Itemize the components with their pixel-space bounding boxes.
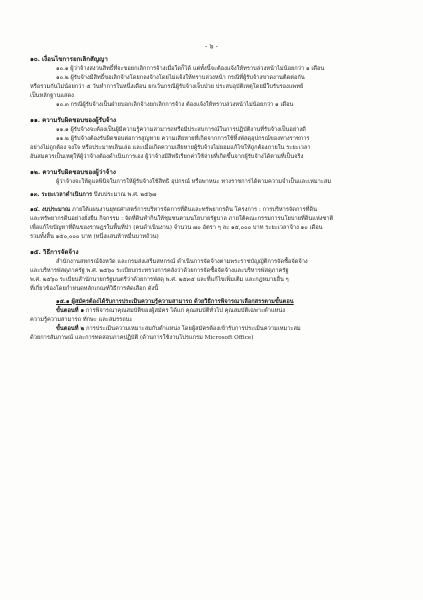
step-1-line2: ความรู้ความสามารถ ทักษะ และสมรรถนะ: [30, 317, 133, 323]
page-number: - ๖ -: [205, 42, 218, 50]
section-12-title: ๑๒. ความรับผิดชอบของผู้ว่าจ้าง: [30, 169, 116, 176]
step-1-label: ขั้นตอนที่ ๑: [56, 308, 85, 314]
section-15-line3: พ.ศ. ๒๕๖๐ ระเบียบสำนักนายกรัฐมนตรีว่าด้วยการพัสดุ พ.ศ. ๒๕๓๕ และที่แก้ไขเพิ่มเติม และกฎหมายอื่น ๆ: [30, 277, 289, 283]
step-1-text: การพิจารณาคุณสมบัติของผู้สมัคร ได้แก่ คุณสมบัติทั่วไป คุณสมบัติเฉพาะตำแหน่ง: [84, 308, 286, 314]
section-10-2-line2: หรือรวมกันไม่น้อยกว่า ๕ วันทำการในหนึ่งเดือน ยกเว้นกรณีผู้รับจ้างเจ็บป่วย ประสบอุบัติเหตุโดยมีใบรับรองแพทย์: [30, 84, 304, 90]
section-15-line4: ที่เกี่ยวข้องโดยกำหนดหลักเกณฑ์วิธีการคัดเลือก ดังนี้: [30, 286, 159, 292]
step-2-line1: [30, 325, 401, 334]
section-14-line4: รวมทั้งสิ้น ๑๕๐,๐๐๐ บาท (หนึ่งแสนห้าหมื่นบาทถ้วน): [30, 234, 159, 240]
section-14-line2: และทรัพยากรดินอย่างยั่งยืน กิจกรรม : จัดที่ดินทำกินให้ชุมชนตามนโยบายรัฐบาล ภายใต้คณะกรรมการนโยบายที่ดินแห่งชาติ: [30, 216, 334, 222]
step-2-line2: ด้วยการสัมภาษณ์ และการทดสอบภาคปฏิบัติ (ด้านการใช้งานโปรแกรม Microsoft Office): [30, 335, 254, 341]
section-11-2-line1: ๑๑.๒ ผู้รับจ้างต้องรับผิดชอบต่อการสูญหาย ความเสียหายที่เกิดจากการใช้ทิ้งพัสดุอุปกรณ์ของทางราชการ: [56, 136, 310, 142]
section-10-1: ๑๐.๑ ผู้ว่าจ้างสงวนสิทธิ์ที่จะขอยกเลิกการจ้างเมื่อใดก็ได้ แต่ทั้งนี้จะต้องแจ้งให้ทราบล่วงหน้าไม่น้อยกว่า ๑ เดือน: [56, 66, 325, 72]
section-15-line1: สำนักงานสหกรณ์จังหวัด และกรมส่งเสริมสหกรณ์ ดำเนินการจัดจ้างตามพระราชบัญญัติการจัดซื้อจัดจ้าง: [56, 259, 308, 265]
section-11-2-line2: อย่างไม่ถูกต้อง จงใจ หรือประมาทเลินเล่อ และเมื่อเกิดความเสียหายผู้รับจ้างไม่ยอมแก้ไขให้ถูกต้องภายใน ระยะเวลา: [30, 145, 311, 151]
section-11-title: ๑๑. ความรับผิดชอบของผู้รับจ้าง: [30, 117, 117, 124]
section-10-2-line3: เป็นหลักฐานแสดง: [30, 93, 74, 99]
section-14-line3: เพื่อแก้ไขปัญหาที่ดินของราษฎรในพื้นที่ป่า (คนดำเนินงาน) จำนวน ๗๐ อัตรา ๆ ละ ๑๕,๐๐๐ บาท ระยะเวลาจ้าง ๑๐ เดือน: [30, 225, 323, 231]
section-10-title: ๑๐. เงื่อนไขการยกเลิกสัญญา: [30, 56, 108, 63]
section-15-1-title: ๑๕.๑ ผู้สมัครต้องได้รับการประเมินความรู้ความสามารถ ด้วยวิธีการพิจารณาเลือกสรรตามขั้นตอน: [56, 299, 294, 305]
step-2-text: การประเมินความเหมาะสมกับตำแหน่ง โดยผู้สมัครต้องเข้ารับการประเมินความเหมาะสม: [84, 326, 301, 332]
document-body: [30, 55, 401, 343]
section-14-title: ๑๔. งบประมาณ: [30, 207, 71, 213]
section-12-body: ผู้ว่าจ้างจะให้ดูแลพินิจในการให้ผู้รับจ้างใช้สิทธิ อุปกรณ์ หรือพาหนะ ทางราชการได้ตามความจำเป็นและเหมาะสม: [56, 179, 332, 185]
section-13-body: ปีงบประมาณ พ.ศ. ๒๕๖๗: [92, 192, 157, 198]
section-10-2-line1: ๑๐.๒ ผู้รับจ้างมีสิทธิ์ขอเลิกจ้างโดยกลงจ้างโดยไม่แจ้งให้ทราบล่วงหน้า กรณีที่ผู้รับจ้างขาดงานติดต่อกัน: [56, 75, 305, 81]
step-1-line1: [30, 307, 401, 316]
section-15-title: ๑๕. วิธีการจัดจ้าง: [30, 249, 79, 256]
section-14-text1: ภายใต้แผนงานยุทธศาสตร์การบริหารจัดการที่ดินและทรัพยากรดิน โครงการ : การบริหารจัดการที่ดิน: [70, 207, 317, 213]
section-13: [30, 191, 401, 200]
section-10-3: ๑๐.๓ กรณีผู้รับจ้างเป็นฝ่ายบอกเลิกจ้างยกเลิกการจ้าง ต้องแจ้งให้ทราบล่วงหน้าไม่น้อยกว่า ๑ เดือน: [56, 102, 294, 108]
section-11-1: ๑๑.๑ ผู้รับจ้างจะต้องเป็นผู้มีความรู้ความสามารถหรือมีประสบการณ์ในการปฏิบัติงานที่รับจ้างเป็นอย่างดี: [56, 127, 306, 133]
section-11-2-line3: อันสมควรเป็นเหตุให้ผู้ว่าจ้างต้องดำเนินการเอง ผู้ว่าจ้างมีสิทธิเรียกค่าใช้จ่ายที่เกิดขึ้นจากผู้รับจ้างได้ตามที่เป็นจริง: [30, 154, 304, 160]
section-14-line1: [30, 206, 401, 215]
section-15-line2: และบริหารพัสดุภาครัฐ พ.ศ. ๒๕๖๐ ระเบียบกระทรวงการคลังว่าด้วยการจัดซื้อจัดจ้างและบริหารพัสดุภาครัฐ: [30, 268, 289, 274]
section-13-title: ๑๓. ระยะเวลาดำเนินการ: [30, 192, 93, 198]
step-2-label: ขั้นตอนที่ ๒: [56, 326, 85, 332]
